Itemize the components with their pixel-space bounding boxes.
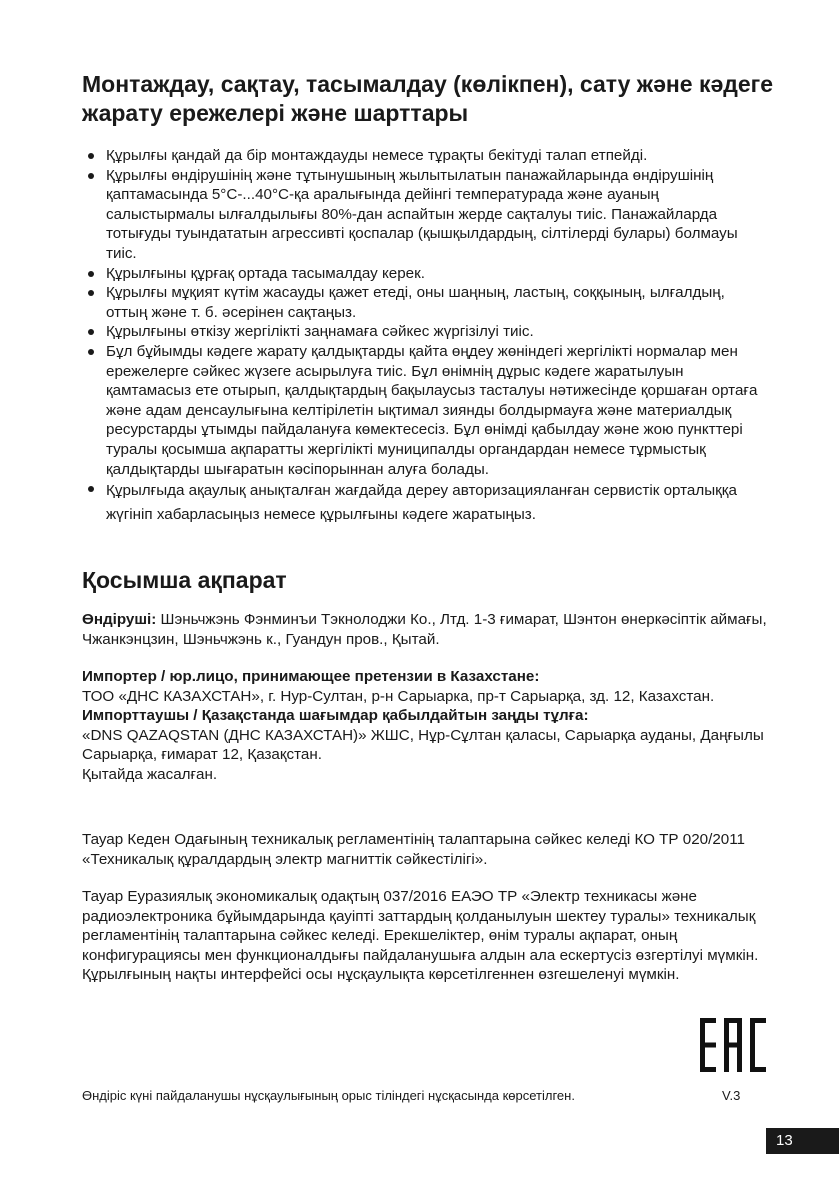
made-in-text: Қытайда жасалған. xyxy=(82,765,218,783)
eac-mark-icon xyxy=(700,1018,766,1072)
importer-ru-label: Импортер / юр.лицо, принимающее претензии в Казахстане: xyxy=(82,668,540,685)
list-item: Құрылғыны өткізу жергілікті заңнамаға сәйкес жүргізілуі тиіс. xyxy=(82,322,762,342)
manufacturer-text: Шэньчжэнь Фэнминъи Тэкнолоджи Ко., Лтд. 1-3 ғимарат, Шэнтон өнеркәсіптік аймағы, Чжанкэнцзин, Шэньчжэнь к., Гуандун пров., Қытай. xyxy=(82,611,767,648)
importer-kz-label: Импорттаушы / Қазақстанда шағымдар қабылдайтын заңды тұлға: xyxy=(82,707,589,725)
importer-block xyxy=(82,667,772,785)
importer-ru-text: ТОО «ДНС КАЗАХСТАН», г. Нур-Султан, р-н Сарыарка, пр-т Сарыарқа, зд. 12, Казахстан. xyxy=(82,687,715,705)
eaeu-regulation-paragraph: Тауар Еуразиялық экономикалық одақтың 037/2016 ЕАЭО ТР «Электр техникасы және радиоэлектроника бұйымдарында қауіпті заттардың қолданылуын шектеу туралы» техникалық регламентінің талаптарына сәйкес келеді. Ерекшеліктер, өнім туралы ақпарат, оның конфигурациясы мен функционалдығы пайдаланушыға алдын ала ескертусіз өзгертілуі мүмкін. Құрылғының нақты интерфейсі осы нұсқаулықта көрсетілгеннен өзгешеленуі мүмкін. xyxy=(82,888,759,984)
list-item: Құрылғыны құрғақ ортада тасымалдау керек. xyxy=(82,264,762,284)
list-item: Құрылғы мұқият күтім жасауды қажет етеді, оны шаңның, ластың, соққының, ылғалдың, оттың және т. б. әсерінен сақтаңыз. xyxy=(82,283,762,322)
list-item: Құрылғы өндірушінің және тұтынушының жылытылатын панажайларында өндірушінің қаптамасында 5°С-...40°С-қа аралығында дейінгі температурада және ауаның салыстырмалы ылғалдылығы 80%-дан аспайтын жерде сақталуы тиіс. Панажайларда тотығуды туындататын агрессивті қоспалар (қышқылдардың, сілтілерді булары) болмауы тиіс. xyxy=(82,166,762,264)
list-item: Бұл бұйымды кәдеге жарату қалдықтарды қайта өңдеу жөніндегі жергілікті нормалар мен ережелерге сәйкес жүзеге асырылуға тиіс. Бұл өнімнің дұрыс кәдеге жаратылуын қамтамасыз ете отырып, қалдықтардың бақылаусыз тасталуы нәтижесінде қоршаған ортаға және адам денсаулығына келтірілетін ықтимал зиянды болдырмауға және материалдық ресурстарды ұтымды пайдалануға көмектесесіз. Бұл өнімді қабылдау және жою пункттері туралы қосымша ақпаратты жергілікті муниципалды органдардан немесе тұрмыстық қалдықтарды шығаратын кәсіпорыннан алуға болады. xyxy=(82,342,762,479)
production-date-note: Өндіріс күні пайдаланушы нұсқаулығының орыс тіліндегі нұсқасында көрсетілген. xyxy=(82,1088,575,1103)
list-item: Құрылғыда ақаулық анықталған жағдайда дереу авторизацияланған сервистік орталыққа жүгініп хабарласыңыз немесе құрылғыны кәдеге жаратыңыз. xyxy=(82,479,762,527)
page-number: 13 xyxy=(766,1128,839,1154)
section-heading: Қосымша ақпарат xyxy=(82,567,287,593)
importer-kz-text: «DNS QAZAQSTAN (ДНС КАЗАХСТАН)» ЖШС, Нұр-Сұлтан қаласы, Сарыарқа ауданы, Даңғылы Сарыарқа, ғимарат 12, Қазақстан. xyxy=(82,726,764,764)
rules-list xyxy=(82,146,762,527)
manufacturer-label: Өндіруші: xyxy=(82,611,157,628)
page-title: Монтаждау, сақтау, тасымалдау (көлікпен), сату және кәдеге жарату ережелері және шарттары xyxy=(82,71,774,126)
version-label: V.3 xyxy=(722,1088,741,1103)
manufacturer-paragraph xyxy=(82,610,772,649)
customs-union-paragraph: Тауар Кеден Одағының техникалық регламентінің талаптарына сәйкес келеді КО ТР 020/2011 «Техникалық құралдардың электр магниттік сәйкестілігі». xyxy=(82,831,745,868)
list-item: Құрылғы қандай да бір монтаждауды немесе тұрақты бекітуді талап етпейді. xyxy=(82,146,762,166)
